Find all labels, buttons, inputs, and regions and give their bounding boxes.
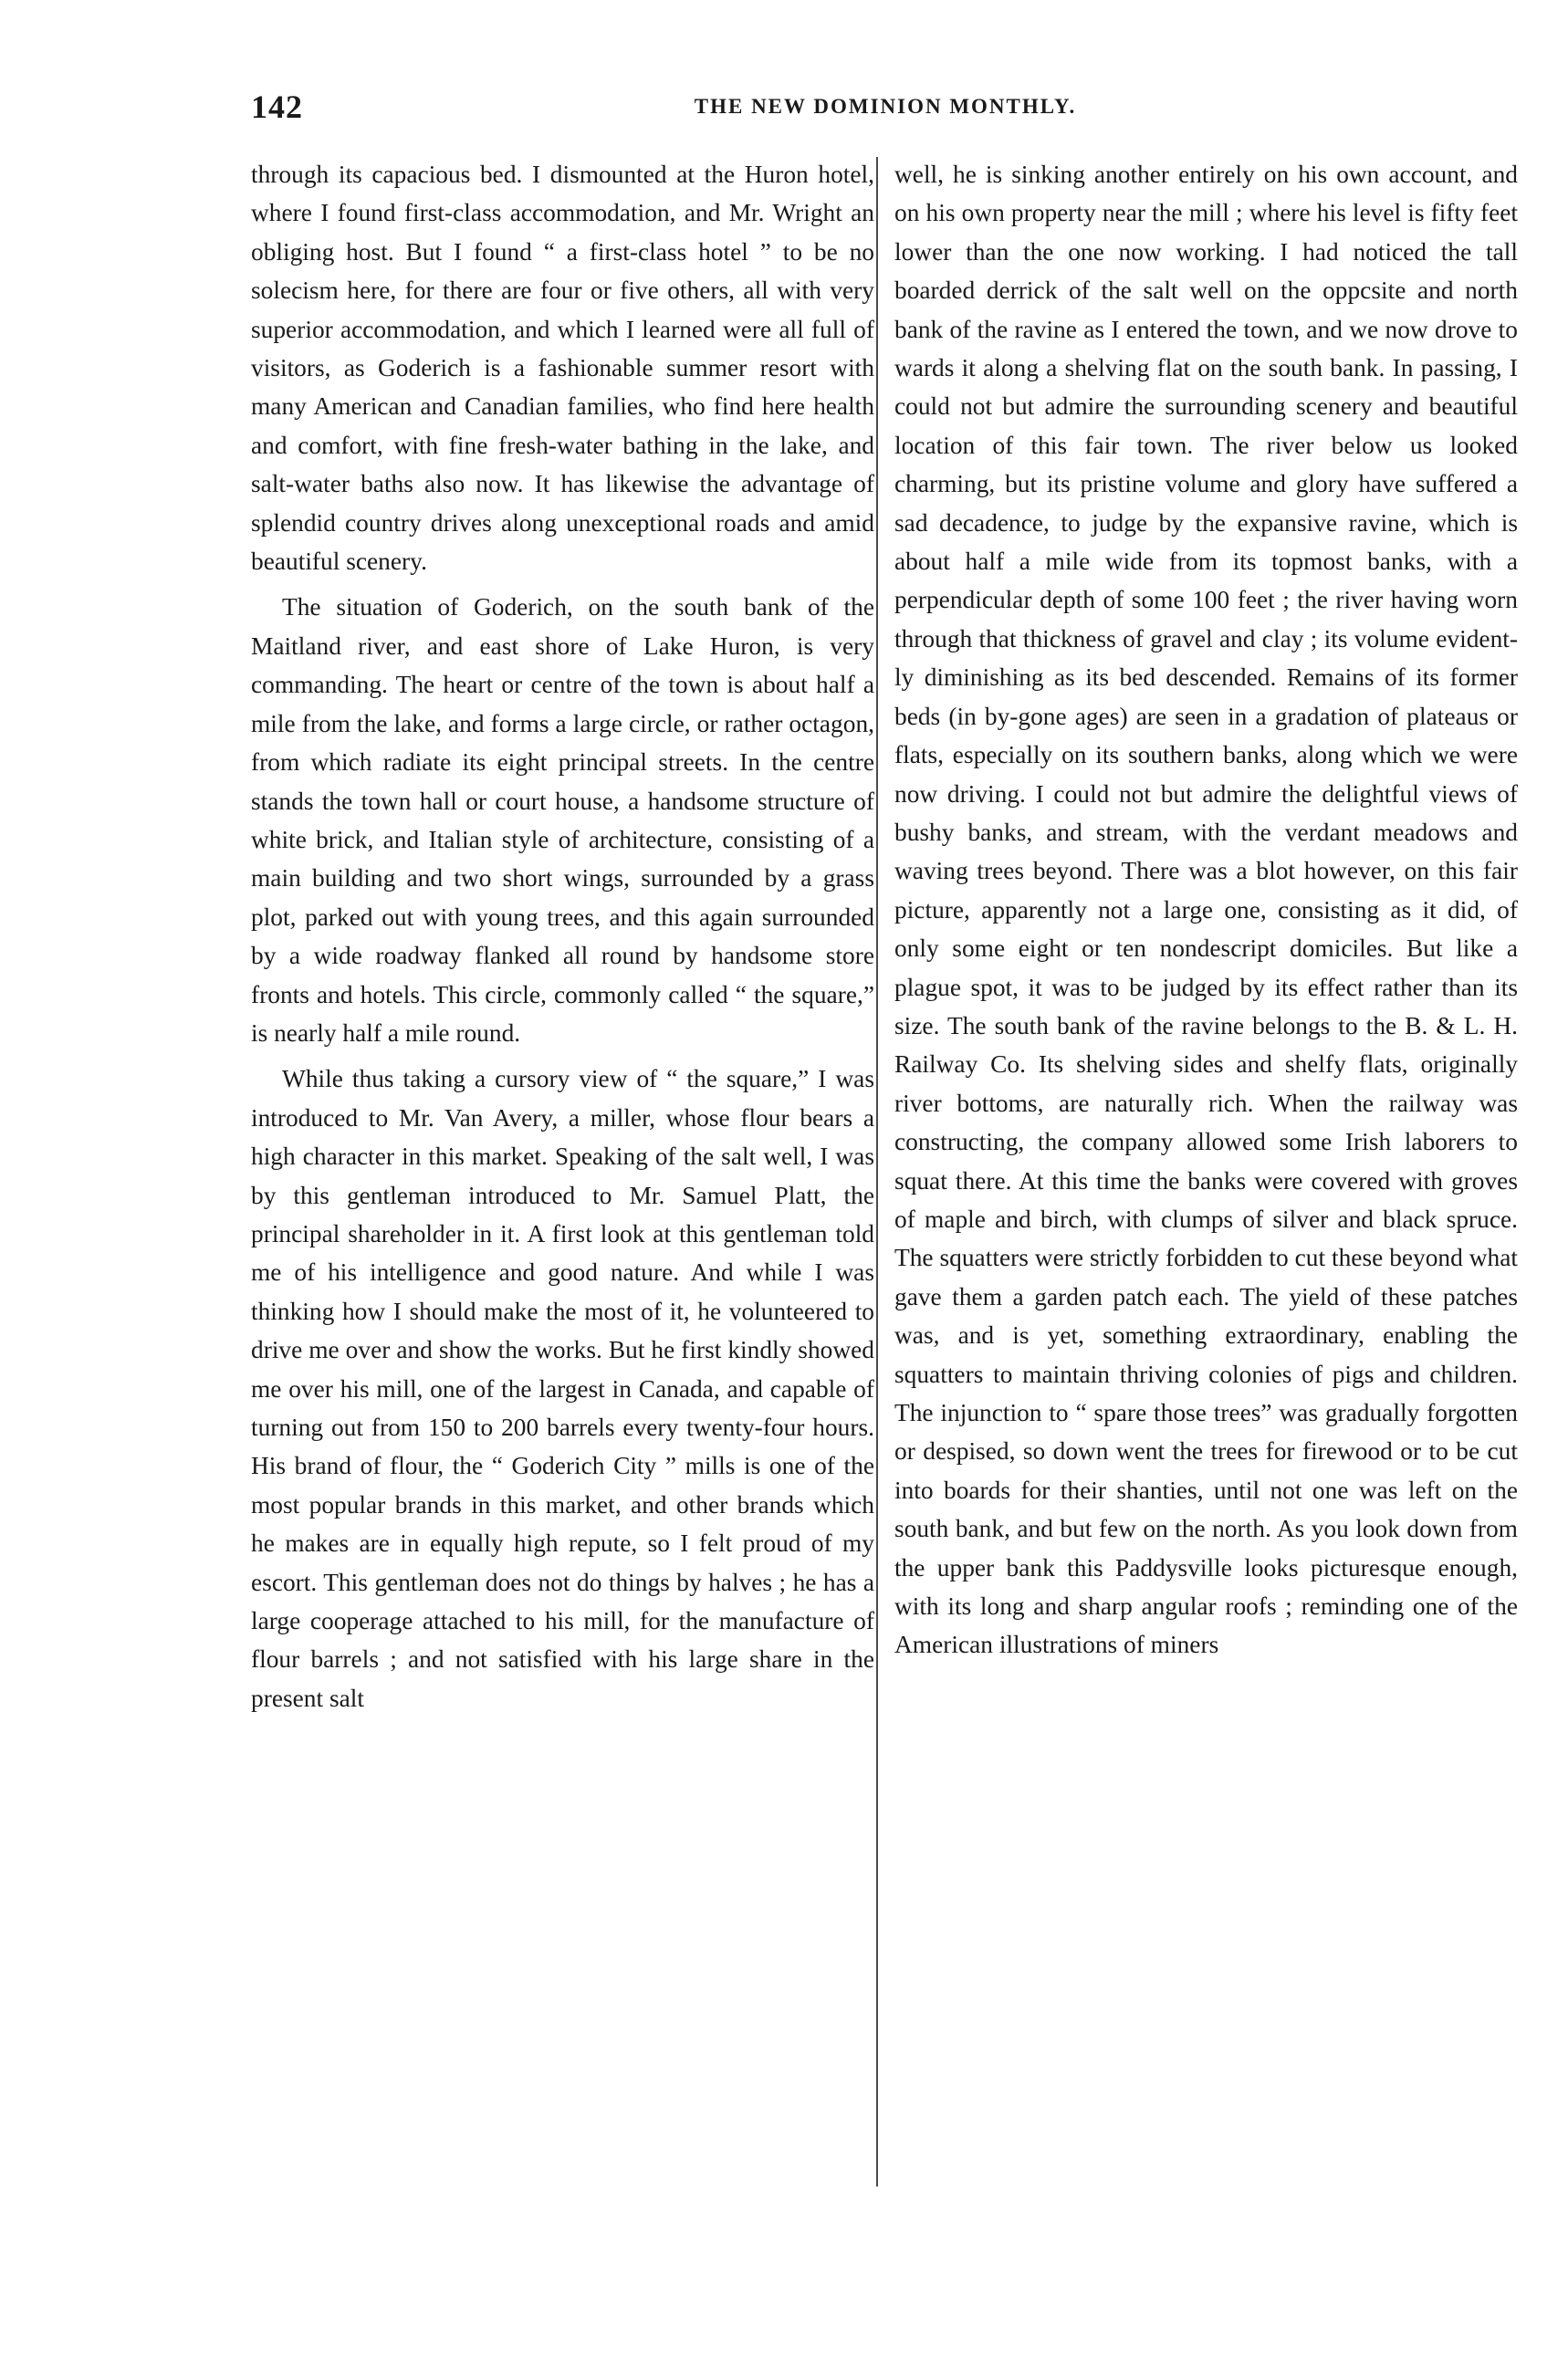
paragraph-2: The situation of Goderich, on the south bank of the Maitland river, and east shore of Lake Huron, is very commanding. The heart or centre of the town is about half a mile from the lake, and forms a large circle, or rather octagon, from which radiate its eight principal streets. In the centre stands the town hall or court house, a handsome structure of white brick, and Italian style of architecture, consisting of a main building and two short wings, surrounded by a grass plot, parked out with young trees, and this again surrounded by a wide roadway flanked all round by handsome store fronts and hotels. This circle, commonly called “ the square,” is nearly half a mile round. xyxy=(251,593,874,1047)
running-header xyxy=(251,88,1520,133)
column-divider xyxy=(876,157,878,2187)
paragraph-3: While thus taking a cursory view of “ the square,” I was introduced to Mr. Van Avery, a miller, whose flour bears a high character in this market. Speaking of the salt well, I was by this gentleman introduced to Mr. Samuel Platt, the principal shareholder in it. A first look at this gentleman told me of his intelligence and good nature. And while I was thinking how I should make the most of it, he volunteered to drive me over and show the works. But he first kindly showed me over his mill, one of the largest in Canada, and capable of turning out from 150 to 200 barrels every twenty-four hours. His brand of flour, the “ Goderich City ” mills is one of the most popular brands in this market, and other brands which he makes are in equally high repute, so I felt proud of my escort. This gentleman does not do things by halves ; he has a large cooperage attached to his mill, for the manufacture of flour barrels ; and not satisfied with his large share in the present salt xyxy=(251,1065,874,1712)
paragraph-1: through its capacious bed. I dismounted at the Huron hotel, where I found first-class accommodation, and Mr. Wright an obliging host. But I found “ a first-class hotel ” to be no solecism here, for there are four or five others, all with very superior accommodation, and which I learned were all full of visitors, as Goderich is a fashionable summer resort with many American and Canadian families, who find here health and comfort, with fine fresh-water bathing in the lake, and salt-water baths also now. It has likewise the advantage of splendid country drives along unexceptional roads and amid beautiful scenery. xyxy=(251,161,874,576)
running-title: THE NEW DOMINION MONTHLY. xyxy=(694,95,1077,118)
paragraph-4: well, he is sinking another entirely on his own account, and on his own property near the mill ; where his level is fifty feet lower than the one now working. I had noticed the tall boarded derrick of the salt well on the oppcsite and north bank of the ravine as I entered the town, and we now drove to wards it along a shelving flat on the south bank. In passing, I could not but admire the surrounding scenery and beautiful location of this fair town. The river below us looked charming, but its pristine volume and glory have suffered a sad decadence, to judge by the expansive ravine, which is about half a mile wide from its topmost banks, with a perpendicular depth of some 100 feet ; the river having worn through that thickness of gravel and clay ; its volume evidently diminishing as its bed descended. Remains of its former beds (in by-gone ages) are seen in a gradation of plateaus or flats, especially on its southern banks, along which we were now driving. I could not but admire the delightful views of bushy banks, and stream, with the verdant meadows and waving trees beyond. There was a blot however, on this fair picture, apparently not a large one, consisting as it did, of only some eight or ten nondescript domiciles. But like a plague spot, it was to be judged by its effect rather than its size. The south bank of the ravine belongs to the B. & L. H. Railway Co. Its shelving sides and shelfy flats, originally river bottoms, are naturally rich. When the railway was constructing, the company allowed some Irish laborers to squat there. At this time the banks were covered with groves of maple and birch, with clumps of silver and black spruce. The squatters were strictly forbidden to cut these beyond what gave them a garden patch each. The yield of these patches was, and is yet, something extraordinary, enabling the squatters to maintain thriving colonies of pigs and children. The injunction to “ spare those trees” was gradually forgotten or despised, so down went the trees for firewood or to be cut into boards for their shanties, until not one was left on the south bank, and but few on the north. As you look down from the upper bank this Paddysville looks picturesque enough, with its long and sharp angular roofs ; reminding one of the American illustrations of miners xyxy=(894,161,1518,1659)
page-number: 142 xyxy=(251,89,303,125)
left-column xyxy=(251,155,874,1717)
right-column xyxy=(894,155,1518,1665)
